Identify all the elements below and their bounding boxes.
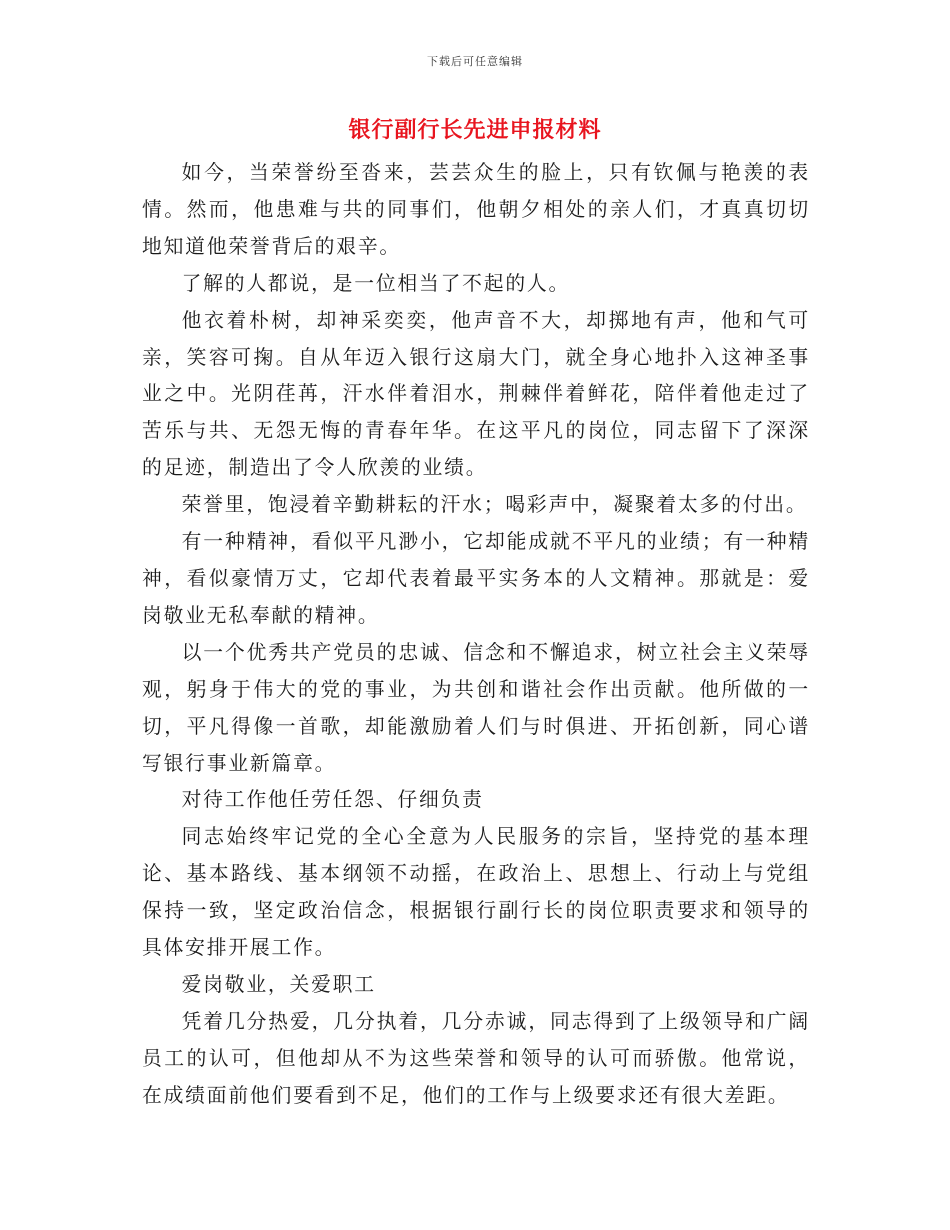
section-heading: 爱岗敬业，关爱职工	[181, 972, 376, 996]
paragraph: 如今，当荣誉纷至沓来，芸芸众生的脸上，只有钦佩与艳羡的表情。然而，他患难与共的同事们，他朝夕相处的亲人们，才真真切切地知道他荣誉背后的艰辛。	[142, 161, 810, 258]
paragraph: 以一个优秀共产党员的忠诚、信念和不懈追求，树立社会主义荣辱观，躬身于伟大的党的事业，为共创和谐社会作出贡献。他所做的一切，平凡得像一首歌，却能激励着人们与时俱进、开拓创新，同心谱写银行事业新篇章。	[142, 640, 810, 775]
paragraph: 同志始终牢记党的全心全意为人民服务的宗旨，坚持党的基本理论、基本路线、基本纲领不动摇，在政治上、思想上、行动上与党组保持一致，坚定政治信念，根据银行副行长的岗位职责要求和领导的具体安排开展工作。	[142, 825, 810, 960]
paragraph: 凭着几分热爱，几分执着，几分赤诚，同志得到了上级领导和广阔员工的认可，但他却从不为这些荣誉和领导的认可而骄傲。他常说，在成绩面前他们要看到不足，他们的工作与上级要求还有很大差距。	[142, 1009, 810, 1107]
paragraph: 荣誉里，饱浸着辛勤耕耘的汗水；喝彩声中，凝聚着太多的付出。	[181, 493, 808, 517]
header-note: 下载后可任意编辑	[427, 55, 523, 68]
paragraph: 他衣着朴树，却神采奕奕，他声音不大，却掷地有声，他和气可亲，笑容可掬。自从年迈入银行这扇大门，就全身心地扑入这神圣事业之中。光阴荏苒，汗水伴着泪水，荆棘伴着鲜花，陪伴着他走过了苦乐与共、无怨无悔的青春年华。在这平凡的岗位，同志留下了深深的足迹，制造出了令人欣羡的业绩。	[142, 308, 810, 480]
paragraph: 有一种精神，看似平凡渺小，它却能成就不平凡的业绩；有一种精神，看似豪情万丈，它却代表着最平实务本的人文精神。那就是：爱岗敬业无私奉献的精神。	[142, 530, 810, 627]
section-heading: 对待工作他任劳任怨、仔细负责	[181, 788, 484, 812]
document-body	[142, 155, 810, 1115]
paragraph: 了解的人都说，是一位相当了不起的人。	[181, 271, 571, 295]
document-title: 银行副行长先进申报材料	[348, 117, 602, 143]
